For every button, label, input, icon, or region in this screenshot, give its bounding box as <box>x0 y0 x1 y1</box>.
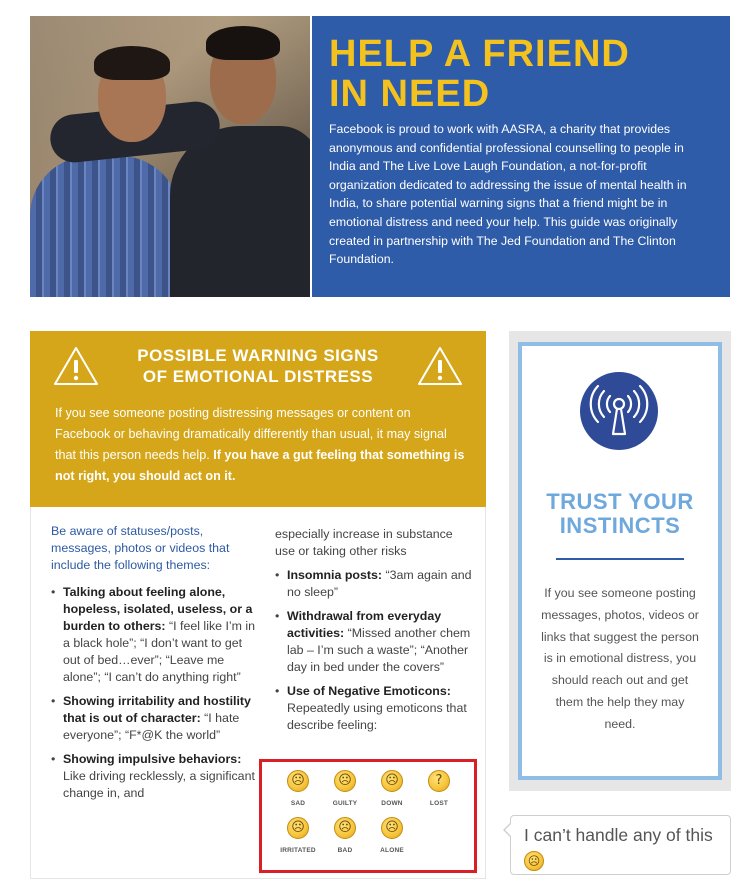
warning-triangle-icon <box>417 345 463 387</box>
emoticon-lost: ? LOST <box>413 770 465 807</box>
help-title: HELP A FRIEND IN NEED <box>329 33 630 115</box>
lost-face-icon: ? <box>428 770 450 792</box>
emoticon-irritated: ☹ IRRITATED <box>272 817 324 854</box>
list-item: • Showing irritability and hostility that is out of character: “I hate everyone”; “F*@K the world” <box>51 693 256 744</box>
emoticon-down: ☹ DOWN <box>366 770 418 807</box>
list-item-continuation: especially increase in substance use or taking other risks <box>275 527 453 558</box>
trust-divider <box>556 558 684 560</box>
themes-column-right <box>275 526 475 741</box>
emoticon-sad: ☹ SAD <box>272 770 324 807</box>
down-face-icon: ☹ <box>381 770 403 792</box>
emoticon-alone: ☹ ALONE <box>366 817 418 854</box>
emoticon-grid <box>259 759 477 873</box>
list-item: • Withdrawal from everyday activities: “Missed another chem lab – I’m such a waste”; “Another day in bed under the covers” <box>275 608 475 676</box>
list-item: • Showing impulsive behaviors: Like driving recklessly, a significant change in, and <box>51 751 256 802</box>
alone-face-icon: ☹ <box>381 817 403 839</box>
warning-signs-card <box>30 331 486 507</box>
sad-face-icon: ☹ <box>287 770 309 792</box>
emoticon-guilty: ☹ GUILTY <box>319 770 371 807</box>
list-item: • Use of Negative Emoticons: Repeatedly using emoticons that describe feeling: <box>275 683 475 734</box>
trust-your-instincts-panel <box>518 342 722 780</box>
sad-face-icon: ☹ <box>524 851 544 871</box>
themes-column-left <box>51 523 256 809</box>
help-a-friend-panel <box>312 16 730 297</box>
friend-left-figure <box>30 156 180 297</box>
warning-title: POSSIBLE WARNING SIGNS OF EMOTIONAL DISTRESS <box>137 346 379 386</box>
list-item: • Insomnia posts: “3am again and no sleep” <box>275 567 475 601</box>
friend-right-figure <box>170 126 310 297</box>
bad-face-icon: ☹ <box>334 817 356 839</box>
guilty-face-icon: ☹ <box>334 770 356 792</box>
themes-lead: Be aware of statuses/posts, messages, photos or videos that include the following themes: <box>51 524 230 572</box>
signal-tower-icon <box>580 372 658 450</box>
trust-body: If you see someone posting messages, photos, videos or links that suggest the person is in emotional distress, you should reach out and get them the help they may need. <box>541 586 699 731</box>
irritated-face-icon: ☹ <box>287 817 309 839</box>
warning-body: If you see someone posting distressing messages or content on Facebook or behaving dramatically differently than usual, it may signal that this person needs help. If you have a gut feeling that something is not right, you should act on it. <box>55 406 465 483</box>
hero-photo <box>30 16 310 297</box>
trust-title: TRUST YOUR INSTINCTS <box>546 489 694 538</box>
emoticon-bad: ☹ BAD <box>319 817 371 854</box>
chat-bubble-text: I can’t handle any of this ☹ <box>524 825 724 871</box>
help-body: Facebook is proud to work with AASRA, a charity that provides anonymous and confidential professional counselling to people in India and The Live Love Laugh Foundation, a not-for-profit organization dedicated to addressing the issue of mental health in India, to share potential warning signs that a friend might be in emotional distress and need your help. This guide was originally created in partnership with The Jed Foundation and The Clinton Foundation. <box>329 122 687 267</box>
list-item: • Talking about feeling alone, hopeless, isolated, useless, or a burden to others: “I feel like I’m in a black hole”; “I don’t want to get out of bed…ever”; “Leave me alone”; “I can’t do anything right” <box>51 584 256 686</box>
chat-bubble <box>510 815 731 875</box>
